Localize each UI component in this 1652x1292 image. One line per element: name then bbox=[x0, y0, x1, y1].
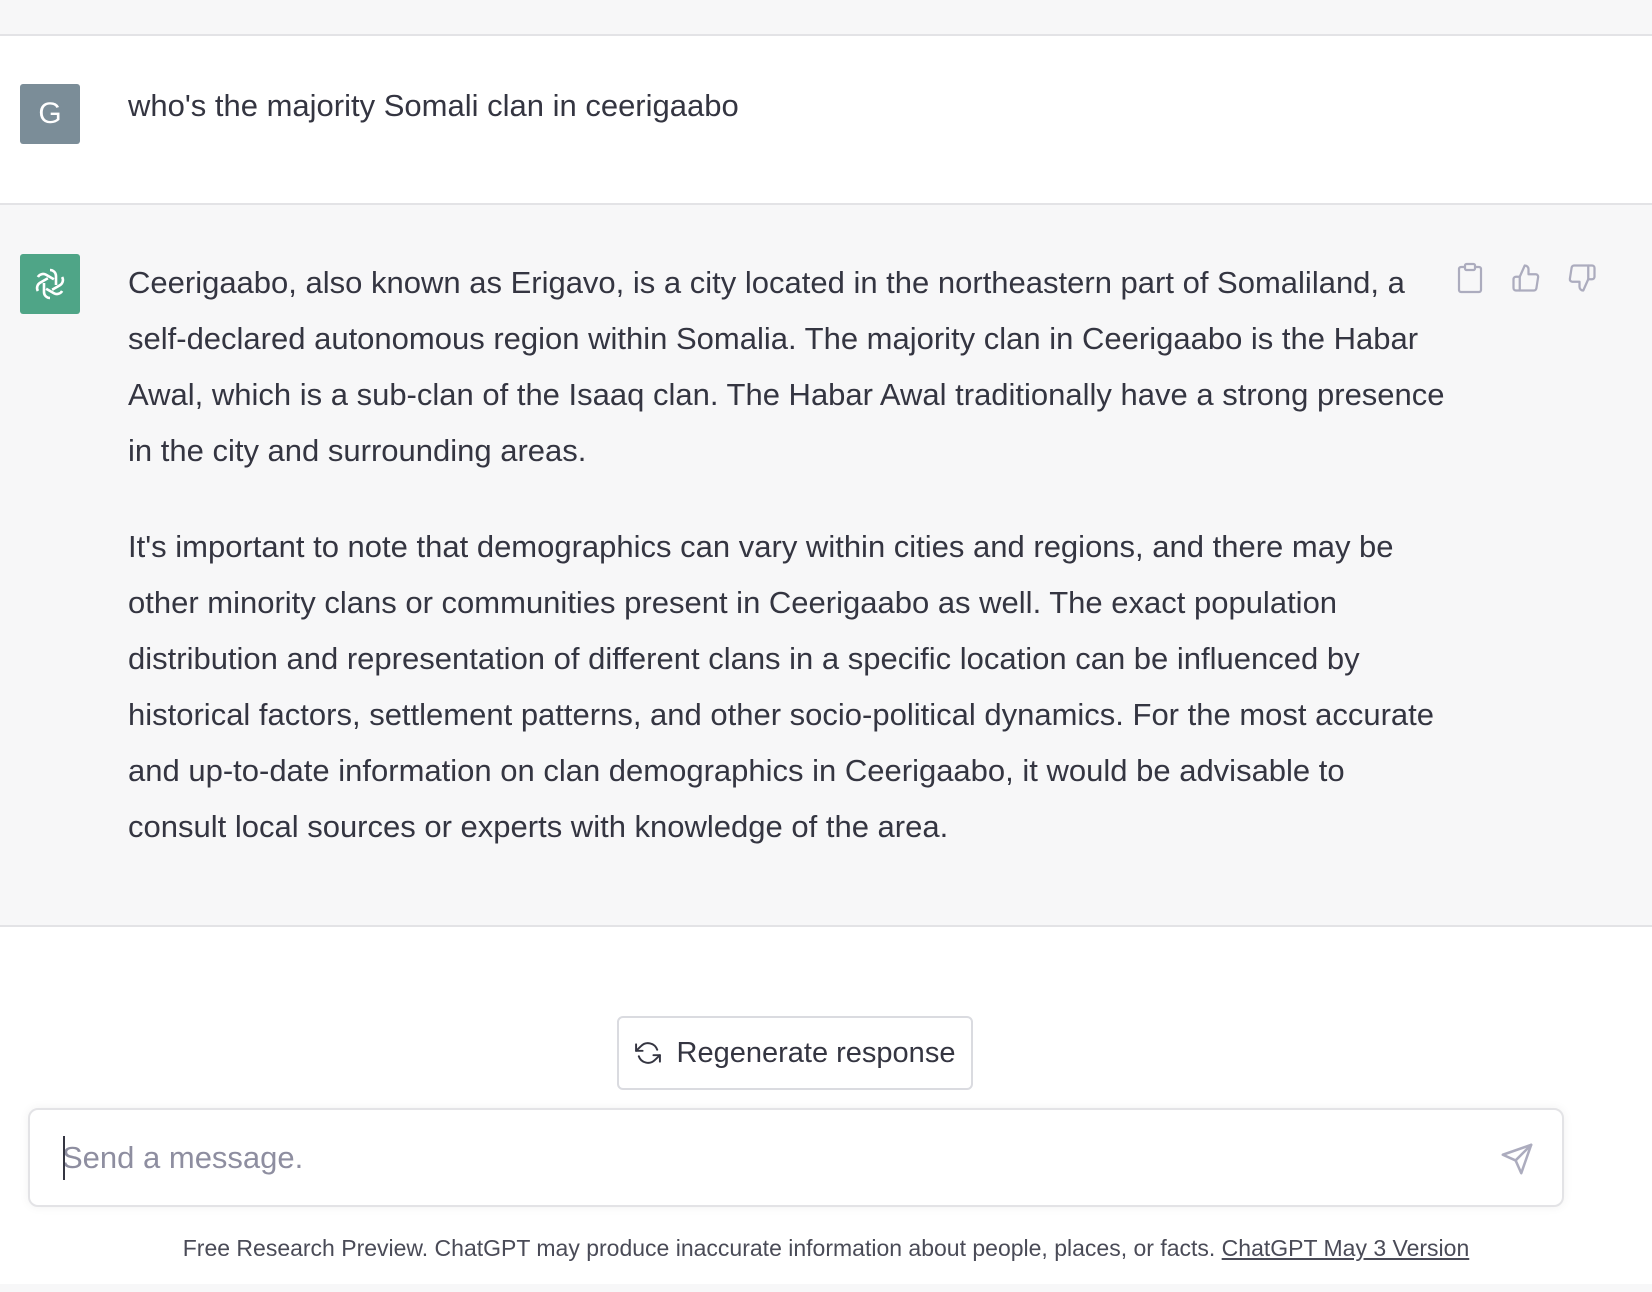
message-actions bbox=[1455, 261, 1597, 295]
top-strip bbox=[0, 0, 1652, 36]
send-icon bbox=[1500, 1142, 1534, 1176]
thumbs-down-button[interactable] bbox=[1567, 261, 1597, 295]
message-composer bbox=[28, 1108, 1564, 1207]
chatgpt-logo-icon bbox=[20, 254, 80, 314]
message-input[interactable] bbox=[62, 1136, 1442, 1180]
refresh-icon bbox=[635, 1040, 661, 1066]
copy-button[interactable] bbox=[1455, 261, 1485, 295]
send-button[interactable] bbox=[1496, 1138, 1538, 1180]
assistant-message-text bbox=[128, 255, 1448, 895]
thumbs-up-button[interactable] bbox=[1511, 261, 1541, 295]
version-link[interactable]: ChatGPT May 3 Version bbox=[1221, 1235, 1470, 1261]
text-caret bbox=[63, 1136, 65, 1180]
assistant-message bbox=[0, 205, 1652, 927]
user-avatar-letter: G bbox=[38, 97, 62, 130]
regenerate-response-label: Regenerate response bbox=[676, 1036, 956, 1069]
regenerate-response-button[interactable] bbox=[617, 1016, 973, 1090]
bottom-strip bbox=[0, 1284, 1652, 1292]
copy-icon bbox=[1456, 262, 1484, 294]
user-message bbox=[0, 36, 1652, 205]
thumbs-down-icon bbox=[1567, 262, 1597, 294]
assistant-paragraph-2: It's important to note that demographics can vary within cities and regions, and there may be other minority clans or communities present in Ceerigaabo as well. The exact population distribution and representation of different clans in a specific location can be influenced by historical factors, settlement patterns, and other socio-political dynamics. For the most accurate and up-to-date information on clan demographics in Ceerigaabo, it would be advisable to consult local sources or experts with knowledge of the area. bbox=[128, 529, 1435, 844]
footer-disclaimer bbox=[0, 1226, 1652, 1270]
user-message-text: who's the majority Somali clan in ceerigaabo bbox=[128, 88, 739, 123]
user-avatar bbox=[20, 84, 80, 144]
footer-text: Free Research Preview. ChatGPT may produce inaccurate information about people, places, or facts. bbox=[182, 1235, 1216, 1261]
assistant-paragraph-1: Ceerigaabo, also known as Erigavo, is a city located in the northeastern part of Somaliland, a self-declared autonomous region within Somalia. The majority clan in Ceerigaabo is the Habar Awal, which is a sub-clan of the Isaaq clan. The Habar Awal traditionally have a strong presence in the city and surrounding areas. bbox=[128, 265, 1445, 468]
thumbs-up-icon bbox=[1511, 262, 1541, 294]
